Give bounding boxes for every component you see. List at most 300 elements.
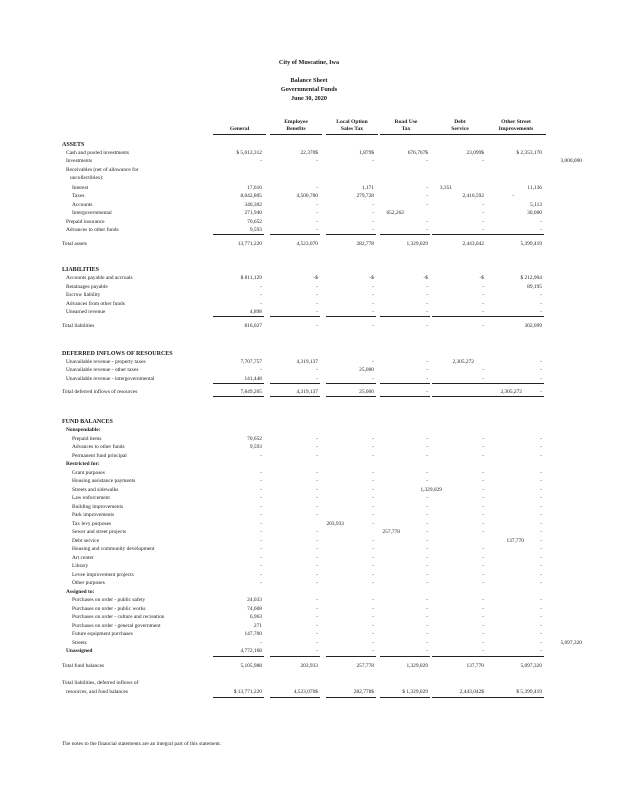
cell-value: - (540, 623, 542, 629)
entity-name: City of Muscatine, Iwa (278, 59, 340, 66)
section-title: DEFERRED INFLOWS OF RESOURCES (62, 351, 173, 357)
cell-value: - (316, 470, 318, 476)
cell-value: - (426, 555, 428, 561)
cell-value: - (260, 495, 262, 501)
cell-value: - (482, 512, 484, 518)
cell-value: -$ (479, 275, 484, 281)
table-row (0, 174, 618, 182)
cell-value: - (540, 606, 542, 612)
cell-value: 22,370$ (300, 150, 318, 156)
cell-value: - (260, 158, 262, 164)
row-label: Law enforcement (72, 495, 110, 501)
cell-value: - (540, 546, 542, 552)
table-row (0, 274, 618, 282)
cell-value: - (426, 521, 428, 527)
column-header (213, 119, 266, 135)
row-label: Art center (72, 555, 94, 561)
table-row (0, 528, 618, 536)
row-label: Total liabilities, deferred inflows of (62, 680, 139, 686)
cell-value: - (372, 504, 374, 510)
cell-value: 203,933 (326, 521, 344, 527)
cell-value: - (426, 606, 428, 612)
cell-value: 5,097,320 (520, 663, 542, 669)
row-label: Unavailable revenue - other taxes (66, 367, 139, 373)
cell-value: - (482, 572, 484, 578)
column-header-line1: Debt (454, 119, 466, 125)
statement-title: Balance Sheet (290, 77, 328, 84)
cell-value: - (372, 512, 374, 518)
cell-value: - (372, 227, 374, 233)
row-label: Retainages payable (66, 284, 108, 290)
cell-value: 17,616 (247, 185, 262, 191)
row-label: uncollectibles): (70, 175, 104, 181)
table-row (0, 388, 618, 396)
cell-value: - (482, 597, 484, 603)
cell-value: - (540, 487, 542, 493)
cell-value: - (372, 202, 374, 208)
cell-value: - (316, 478, 318, 484)
table-row (0, 375, 618, 383)
sum-rule (270, 396, 320, 397)
cell-value: - (260, 453, 262, 459)
table-row (0, 605, 618, 613)
cell-value: 4,319,137 (296, 389, 318, 395)
cell-value-overflow: 5,097,320 (560, 640, 582, 646)
table-row (0, 679, 618, 687)
cell-value: - (482, 210, 484, 216)
row-label: Sewer and street projects (72, 529, 127, 535)
section-heading (0, 350, 618, 358)
cell-value: 8,042,805 (240, 193, 262, 199)
cell-value: - (426, 504, 428, 510)
table-row (0, 291, 618, 299)
cell-value: - (372, 436, 374, 442)
cell-value: - (482, 495, 484, 501)
cell-value: - (372, 521, 374, 527)
cell-value: 6,963 (249, 614, 262, 620)
row-label: Purchases on order - culture and recreation (72, 614, 165, 620)
cell-value: - (372, 292, 374, 298)
cell-value: - (426, 376, 428, 382)
cell-value: - (260, 301, 262, 307)
cell-value: - (426, 580, 428, 586)
cell-value: - (482, 453, 484, 459)
cell-value: - (512, 193, 514, 199)
table-row (0, 503, 618, 511)
cell-value: - (260, 292, 262, 298)
cell-value: 346,302 (244, 202, 262, 208)
cell-value: - (426, 614, 428, 620)
section-title: ASSETS (62, 142, 85, 148)
cell-value: - (372, 563, 374, 569)
cell-value: - (372, 631, 374, 637)
cell-value: - (372, 323, 374, 329)
cell-value: - (316, 202, 318, 208)
sum-rule (213, 383, 264, 384)
cell-value: 7,707,757 (240, 359, 262, 365)
cell-value: - (540, 227, 542, 233)
cell-value: - (540, 376, 542, 382)
row-label: Receivables (net of allowance for (66, 167, 139, 173)
cell-value: - (260, 504, 262, 510)
cell-value: 279,728 (356, 193, 374, 199)
sum-rule (380, 396, 430, 397)
section-heading (0, 418, 618, 426)
row-label: Taxes (72, 193, 85, 199)
sum-rule (432, 656, 486, 657)
double-rule (486, 697, 544, 698)
cell-value: - (482, 521, 484, 527)
row-label: Housing and community development (72, 546, 155, 552)
table-row (0, 157, 618, 165)
cell-value: - (372, 376, 374, 382)
cell-value: 5,105,988 (240, 663, 262, 669)
column-header-line1: Road Use (394, 119, 418, 125)
row-label: Prepaid insurance (66, 219, 105, 225)
table-row (0, 520, 618, 528)
cell-value: - (540, 478, 542, 484)
cell-value: - (316, 219, 318, 225)
table-row (0, 443, 618, 451)
cell-value: - (540, 572, 542, 578)
cell-value: - (260, 512, 262, 518)
cell-value: - (540, 444, 542, 450)
sum-rule (432, 234, 486, 235)
cell-value: - (426, 202, 428, 208)
cell-value: 1,171 (361, 185, 374, 191)
row-label: Tax levy purposes (72, 521, 112, 527)
cell-value: - (316, 623, 318, 629)
cell-value: - (540, 504, 542, 510)
table-row (0, 226, 618, 234)
cell-value: - (482, 158, 484, 164)
cell-value: 2,416,592 (462, 193, 484, 199)
cell-value: - (482, 367, 484, 373)
cell-value: - (540, 470, 542, 476)
cell-value: - (426, 631, 428, 637)
cell-value: 4,898 (249, 309, 262, 315)
cell-value: 271,940 (244, 210, 262, 216)
row-label: Unassigned (66, 648, 93, 654)
table-row (0, 283, 618, 291)
table-row (0, 596, 618, 604)
cell-value: 9,593 (249, 227, 262, 233)
cell-value: 70,652 (247, 219, 262, 225)
cell-value: - (260, 284, 262, 290)
cell-value: 203,933 (300, 663, 318, 669)
cell-value: - (260, 478, 262, 484)
sum-rule (380, 234, 430, 235)
table-row (0, 688, 618, 696)
cell-value: - (426, 640, 428, 646)
cell-value: - (260, 367, 262, 373)
cell-value: 257,778 (382, 529, 400, 535)
cell-value: - (372, 572, 374, 578)
row-label: Advances to other funds (66, 227, 119, 233)
cell-value: - (372, 623, 374, 629)
table-row (0, 486, 618, 494)
cell-value: - (426, 359, 428, 365)
cell-value: - (372, 309, 374, 315)
cell-value: $ 2,353,170 (516, 150, 542, 156)
cell-value: - (482, 648, 484, 654)
cell-value: 25,000 (359, 389, 374, 395)
sum-rule (270, 316, 320, 317)
cell-value: - (316, 158, 318, 164)
column-header-line2: Improvements (486, 126, 546, 135)
row-label: Total deferred inflows of resources (62, 389, 138, 395)
row-label: Prepaid items (72, 436, 102, 442)
sum-rule (326, 656, 376, 657)
sum-rule (486, 656, 544, 657)
row-label: Cash and pooled investments (66, 150, 130, 156)
table-row (0, 308, 618, 316)
column-header-line1: Employee (284, 119, 308, 125)
cell-value: - (316, 453, 318, 459)
cell-value: - (372, 597, 374, 603)
cell-value: - (426, 292, 428, 298)
column-header-line2: Tax (380, 126, 432, 135)
cell-value: 1,329,029 (406, 663, 428, 669)
row-label: Unavailable revenue - property taxes (66, 359, 146, 365)
row-label: Advances to other funds (72, 444, 125, 450)
cell-value: - (482, 202, 484, 208)
cell-value: 2,305,272 (452, 359, 474, 365)
cell-value: - (482, 504, 484, 510)
cell-value: - (372, 648, 374, 654)
cell-value: $ 13,771,220 (233, 689, 262, 695)
cell-value: - (540, 538, 542, 544)
table-row (0, 452, 618, 460)
cell-value: - (316, 309, 318, 315)
cell-value: 282,778$ (353, 689, 374, 695)
cell-value: - (540, 597, 542, 603)
double-rule (270, 697, 320, 698)
sum-rule (213, 316, 264, 317)
table-row (0, 435, 618, 443)
table-row (0, 322, 618, 330)
cell-value: 282,778 (356, 241, 374, 247)
table-row (0, 562, 618, 570)
cell-value: 5,113 (530, 202, 542, 208)
cell-value: - (260, 538, 262, 544)
row-label: Total liabilities (62, 323, 95, 329)
cell-value: - (426, 648, 428, 654)
cell-value: 23,099$ (466, 150, 484, 156)
cell-value: - (482, 623, 484, 629)
row-label: Escrow liability (66, 292, 101, 298)
cell-value: - (316, 495, 318, 501)
cell-value: $ 212,904 (520, 275, 542, 281)
cell-value: - (482, 487, 484, 493)
sum-rule (326, 396, 376, 397)
table-row (0, 201, 618, 209)
sum-rule (380, 383, 430, 384)
cell-value: - (260, 546, 262, 552)
cell-value: - (426, 323, 428, 329)
cell-value: 147,700 (244, 631, 262, 637)
sum-rule (326, 316, 376, 317)
cell-value: - (316, 323, 318, 329)
cell-value: - (540, 219, 542, 225)
cell-value: 24,033 (247, 597, 262, 603)
row-label: Library (72, 563, 89, 569)
section-heading (0, 266, 618, 274)
table-row (0, 662, 618, 670)
cell-value: - (540, 301, 542, 307)
cell-value: 30,000 (527, 210, 542, 216)
row-label: Grant purposes (72, 470, 105, 476)
double-rule (213, 697, 264, 698)
cell-value: - (482, 640, 484, 646)
cell-value: - (316, 376, 318, 382)
column-header-line2: Sales Tax (326, 126, 378, 135)
cell-value: - (316, 597, 318, 603)
cell-value-overflow: 3,000,000 (560, 158, 582, 164)
cell-value: - (482, 292, 484, 298)
cell-value: - (540, 292, 542, 298)
table-row (0, 209, 618, 217)
cell-value: - (482, 555, 484, 561)
sum-rule (270, 234, 320, 235)
cell-value: - (482, 529, 484, 535)
cell-value: - (260, 563, 262, 569)
cell-value: - (426, 512, 428, 518)
cell-value: - (316, 614, 318, 620)
row-label: Debt service (72, 538, 100, 544)
cell-value: - (540, 521, 542, 527)
cell-value: - (482, 478, 484, 484)
double-rule (380, 697, 430, 698)
cell-value: - (540, 648, 542, 654)
section-title: FUND BALANCES (62, 419, 113, 425)
section-heading (0, 141, 618, 149)
cell-value: 816,027 (244, 323, 262, 329)
cell-value: - (316, 563, 318, 569)
column-header (326, 119, 378, 135)
sum-rule (213, 234, 264, 235)
cell-value: - (316, 367, 318, 373)
cell-value: 4,772,168 (240, 648, 262, 654)
table-row (0, 218, 618, 226)
cell-value: 652,262 (386, 210, 404, 216)
cell-value: 257,778 (356, 663, 374, 669)
cell-value: - (540, 631, 542, 637)
table-row (0, 494, 618, 502)
cell-value: 4,319,137 (296, 359, 318, 365)
cell-value: - (482, 470, 484, 476)
table-row (0, 460, 618, 468)
cell-value: - (316, 444, 318, 450)
cell-value: - (540, 555, 542, 561)
row-label: Accounts (72, 202, 93, 208)
cell-value: - (540, 563, 542, 569)
cell-value: - (372, 470, 374, 476)
table-row (0, 511, 618, 519)
cell-value: - (426, 389, 428, 395)
double-rule (326, 697, 376, 698)
sum-rule (432, 316, 486, 317)
cell-value: -$ (313, 275, 318, 281)
cell-value: - (426, 367, 428, 373)
cell-value: - (316, 301, 318, 307)
cell-value: - (426, 597, 428, 603)
sum-rule (380, 316, 430, 317)
cell-value: - (482, 376, 484, 382)
cell-value: - (482, 309, 484, 315)
cell-value: - (540, 359, 542, 365)
statement-subtitle: Governmental Funds (280, 86, 338, 93)
cell-value: - (426, 309, 428, 315)
cell-value: $ 811,129 (240, 275, 262, 281)
cell-value: 3,351 (439, 185, 452, 191)
cell-value: 1,329,029 (420, 487, 442, 493)
cell-value: - (260, 470, 262, 476)
sum-rule (486, 316, 544, 317)
cell-value: - (372, 219, 374, 225)
cell-value: - (482, 580, 484, 586)
sum-rule (213, 656, 264, 657)
cell-value: - (260, 529, 262, 535)
cell-value: - (482, 284, 484, 290)
table-row (0, 300, 618, 308)
row-label: Investments (66, 158, 93, 164)
cell-value: - (316, 538, 318, 544)
cell-value: 11,136 (527, 185, 542, 191)
row-label: resources, and fund balances (66, 689, 128, 695)
cell-value: - (372, 453, 374, 459)
cell-value: - (426, 538, 428, 544)
cell-value: - (372, 606, 374, 612)
cell-value: - (260, 580, 262, 586)
table-row (0, 149, 618, 157)
row-label: Intergovernmental (72, 210, 112, 216)
table-row (0, 630, 618, 638)
cell-value: - (426, 495, 428, 501)
statement-date: June 30, 2020 (291, 95, 327, 102)
row-label: Streets (72, 640, 87, 646)
cell-value: - (316, 640, 318, 646)
row-label: Purchases on order - general government (72, 623, 161, 629)
table-row (0, 166, 618, 174)
column-header (270, 119, 322, 135)
cell-value: - (316, 284, 318, 290)
cell-value: - (540, 436, 542, 442)
table-row (0, 477, 618, 485)
cell-value: - (482, 606, 484, 612)
table-row (0, 192, 618, 200)
cell-value: 4,500,700 (296, 193, 318, 199)
cell-value: - (482, 614, 484, 620)
cell-value: - (482, 301, 484, 307)
cell-value: - (540, 580, 542, 586)
column-header-line2: Service (432, 126, 488, 135)
cell-value: - (426, 185, 428, 191)
sum-rule (270, 383, 320, 384)
cell-value: - (482, 323, 484, 329)
cell-value: - (316, 572, 318, 578)
column-header (380, 119, 432, 135)
cell-value: - (372, 487, 374, 493)
table-row (0, 588, 618, 596)
table-row (0, 366, 618, 374)
table-row (0, 537, 618, 545)
cell-value: - (426, 623, 428, 629)
table-row (0, 240, 618, 248)
column-header-line2: General (213, 126, 266, 135)
table-row (0, 647, 618, 655)
cell-value: - (372, 580, 374, 586)
